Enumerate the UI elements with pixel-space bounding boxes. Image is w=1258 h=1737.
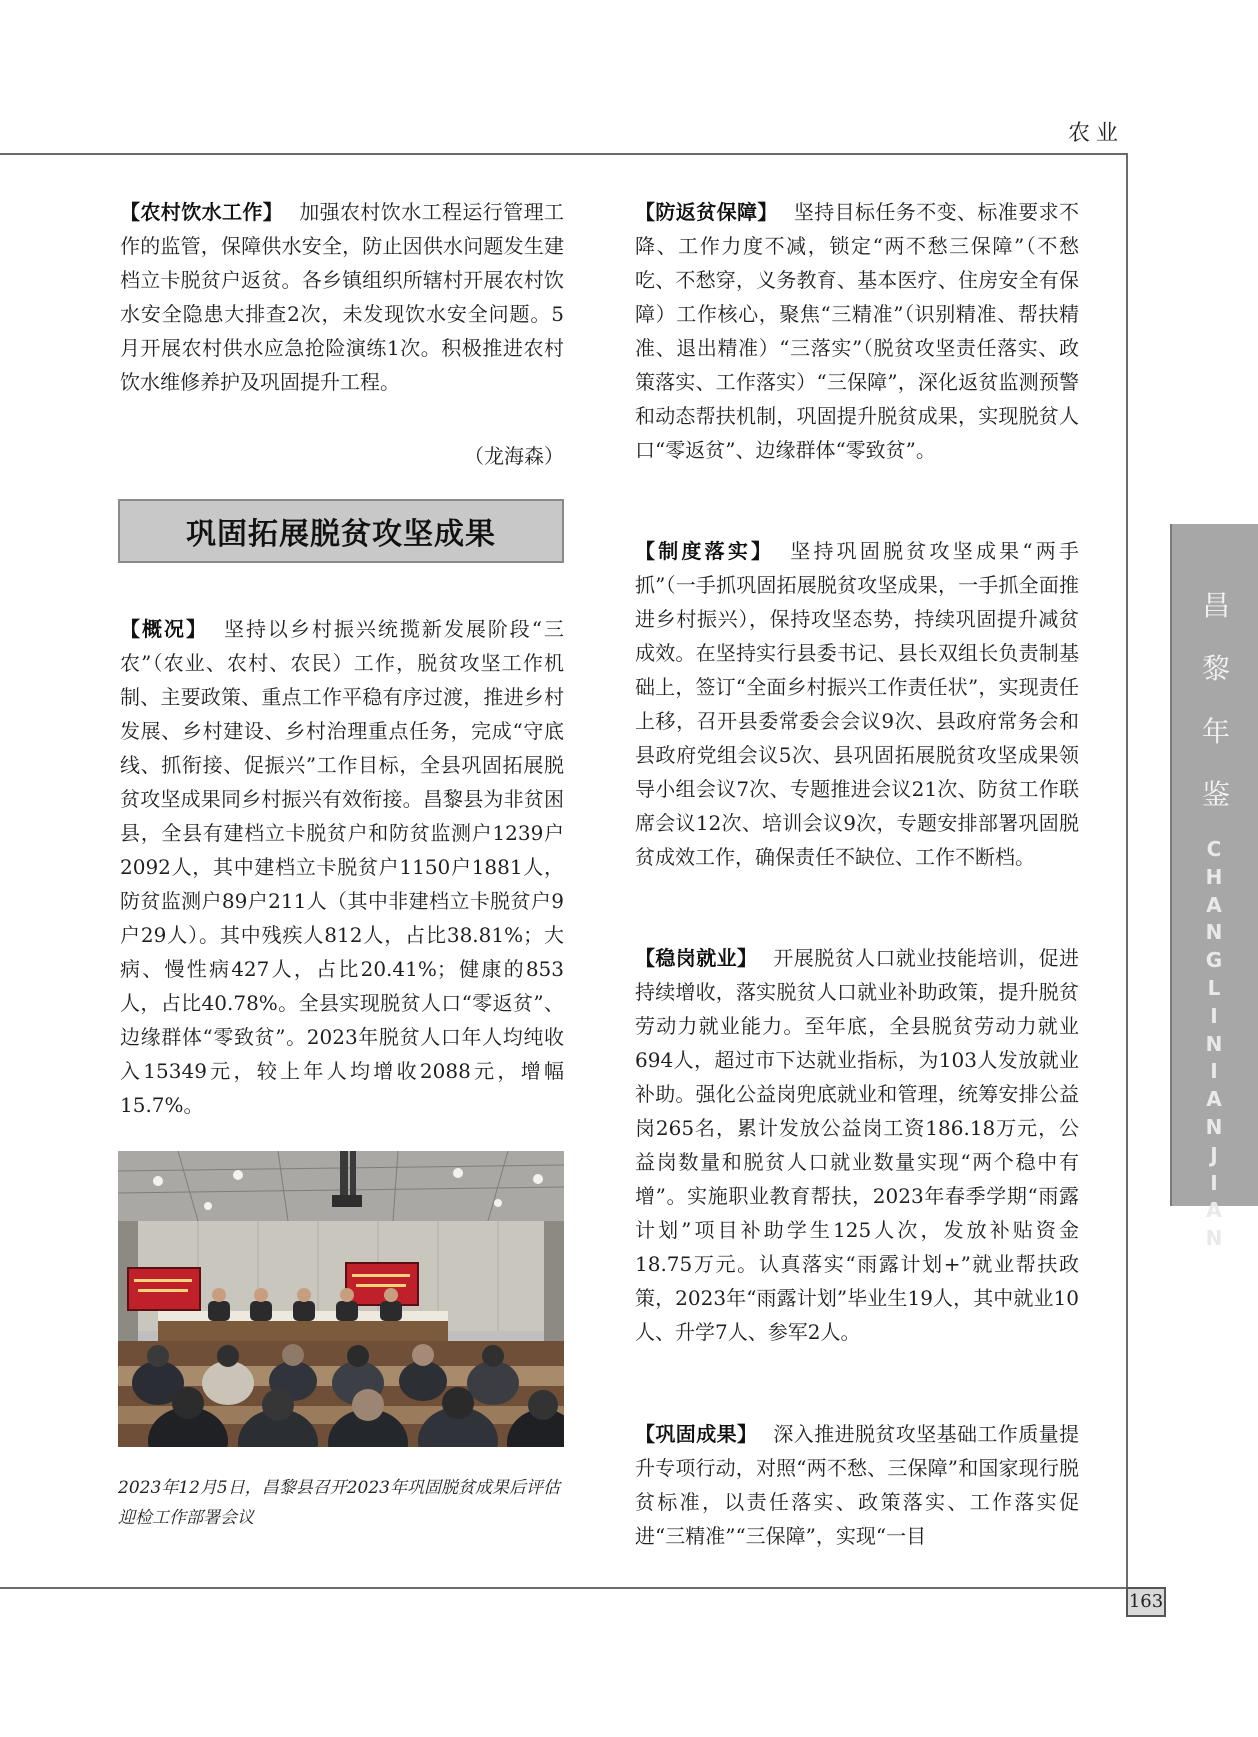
anti-poverty-text: 坚持目标任务不变、标准要求不降、工作力度不减，锁定“两不愁三保障”（不愁吃、不愁穿，义务教育、基本医疗、住房安全有保障）工作核心，聚焦“三精准”（识别精准、帮扶精准、退出精准）“三落实”（脱贫攻坚责任落实、政策落实、工作落实）“三保障”，深化返贫监测预警和动态帮扶机制，巩固提升脱贫成果，实现脱贫人口“零返贫”、边缘群体“零致贫”。 bbox=[635, 200, 1080, 462]
side-char: 鉴 bbox=[1201, 778, 1230, 811]
photo-caption: 2023年12月5日，昌黎县召开2023年巩固脱贫成果后评估迎检工作部署会议 bbox=[118, 1478, 560, 1528]
side-pinyin: C H A N G L I N I A N J I A N bbox=[1205, 837, 1223, 1251]
side-char: 昌 bbox=[1201, 589, 1230, 622]
overview-paragraph bbox=[120, 612, 564, 1122]
section-header-label: 农业 bbox=[1068, 121, 1125, 146]
overview-tag: 【概况】 bbox=[120, 617, 208, 641]
anti-poverty-paragraph bbox=[635, 195, 1079, 467]
employment-tag: 【稳岗就业】 bbox=[635, 946, 758, 970]
drinking-water-text: 加强农村饮水工程运行管理工作的监管，保障供水安全，防止因供水问题发生建档立卡脱贫户返贫。各乡镇组织所辖村开展农村饮水安全隐患大排查2次，未发现饮水安全问题。5月开展农村供水应急抢险演练1次。积极推进农村饮水维修养护及巩固提升工程。 bbox=[120, 200, 565, 394]
institution-tag: 【制度落实】 bbox=[635, 539, 775, 563]
section-title-box bbox=[118, 499, 564, 563]
consolidation-paragraph bbox=[635, 1417, 1079, 1553]
side-char: 年 bbox=[1201, 715, 1230, 748]
meeting-photo bbox=[118, 1151, 564, 1447]
bottom-rule bbox=[0, 1587, 1128, 1589]
drinking-water-tag: 【农村饮水工作】 bbox=[120, 200, 284, 224]
anti-poverty-tag: 【防返贫保障】 bbox=[635, 200, 778, 224]
consolidation-tag: 【巩固成果】 bbox=[635, 1422, 758, 1446]
section-title: 巩固拓展脱贫攻坚成果 bbox=[186, 517, 496, 552]
meeting-photo-illustration bbox=[118, 1151, 564, 1447]
right-rule bbox=[1126, 153, 1128, 1589]
page-number: 163 bbox=[1126, 1587, 1166, 1617]
drinking-water-paragraph bbox=[120, 195, 564, 399]
consolidation-text: 深入推进脱贫攻坚基础工作质量提升专项行动，对照“两不愁、三保障”和国家现行脱贫标准，以责任落实、政策落实、工作落实促进“三精准”“三保障”，实现“一目 bbox=[635, 1422, 1080, 1548]
employment-paragraph bbox=[635, 941, 1079, 1349]
overview-text: 坚持以乡村振兴统揽新发展阶段“三农”（农业、农村、农民）工作，脱贫攻坚工作机制、主要政策、重点工作平稳有序过渡，推进乡村发展、乡村建设、乡村治理重点任务，完成“守底线、抓衔接、促振兴”工作目标，全县巩固拓展脱贫攻坚成果同乡村振兴有效衔接。昌黎县为非贫困县，全县有建档立卡脱贫户和防贫监测户1239户2092人，其中建档立卡脱贫户1150户1881人，防贫监测户89户211人（其中非建档立卡脱贫户9户29人）。其中残疾人812人，占比38.81%；大病、慢性病427人，占比20.41%；健康的853人，占比40.78%。全县实现脱贫人口“零返贫”、边缘群体“零致贫”。2023年脱贫人口年人均纯收入15349元，较上年人均增收2088元，增幅15.7%。 bbox=[120, 617, 564, 1117]
author-signature: （龙海森） bbox=[464, 444, 564, 468]
side-char: 黎 bbox=[1201, 652, 1230, 685]
institution-text: 坚持巩固脱贫攻坚成果“两手抓”（一手抓巩固拓展脱贫攻坚成果，一手抓全面推进乡村振兴），保持攻坚态势，持续巩固提升减贫成效。在坚持实行县委书记、县长双组长负责制基础上，签订“全面乡村振兴工作责任状”，实现责任上移，召开县委常委会会议9次、县政府常务会和县政府党组会议5次、县巩固拓展脱贫攻坚成果领导小组会议7次、专题推进会议21次、防贫工作联席会议12次、培训会议9次，专题安排部署巩固脱贫成效工作，确保责任不缺位、工作不断档。 bbox=[635, 539, 1080, 869]
institution-paragraph bbox=[635, 534, 1079, 874]
employment-text: 开展脱贫人口就业技能培训，促进持续增收，落实脱贫人口就业补助政策，提升脱贫劳动力就业能力。至年底，全县脱贫劳动力就业694人，超过市下达就业指标，为103人发放就业补助。强化公益岗兜底就业和管理，统筹安排公益岗265名，累计发放公益岗工资186.18万元，公益岗数量和脱贫人口就业数量实现“两个稳中有增”。实施职业教育帮扶，2023年春季学期“雨露计划”项目补助学生125人次，发放补贴资金18.75万元。认真落实“雨露计划+”就业帮扶政策，2023年“雨露计划”毕业生19人，其中就业10人、升学7人、参军2人。 bbox=[635, 946, 1080, 1344]
top-rule bbox=[0, 153, 1128, 155]
